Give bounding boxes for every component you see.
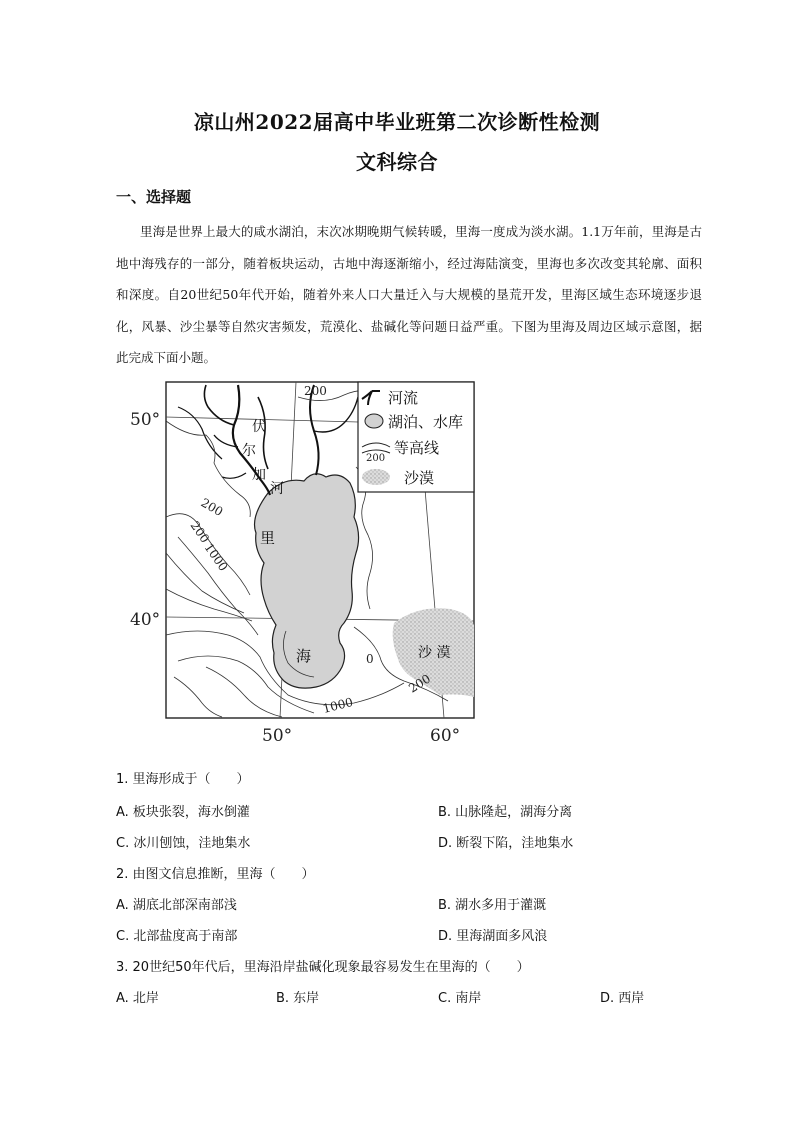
river-label: 加 — [252, 467, 266, 483]
longitude-label: 60° — [430, 726, 461, 746]
question-1-option-c[interactable]: C. 冰川刨蚀，洼地集水 — [116, 836, 251, 851]
legend-river-label: 河流 — [388, 389, 419, 407]
longitude-label: 50° — [262, 726, 293, 746]
page-subtitle: 文科综合 — [356, 150, 438, 174]
lake-label: 海 — [296, 647, 312, 665]
caspian-sea-map — [118, 377, 490, 753]
desert-label: 沙 漠 — [418, 645, 451, 661]
river-label: 尔 — [242, 443, 256, 459]
legend-contour-sample: 200 — [366, 453, 386, 464]
contour-label: 0 — [366, 652, 374, 666]
intro-paragraph: 里海是世界上最大的咸水湖泊，末次冰期晚期气候转暖，里海一度成为淡水湖。1.1万年前，里海是古地中海残存的一部分，随着板块运动，古地中海逐渐缩小，经过海陆演变，里海也多次改变其轮廓、面积和深度。自20世纪50年代开始，随着外来人口大量迁入与大规模的垦荒开发，里海区域生态环境逐步退化，风暴、沙尘暴等自然灾害频发，荒漠化、盐碱化等问题日益严重。下图为里海及周边区域示意图，据此完成下面小题。 — [116, 224, 702, 365]
legend-desert-label: 沙漠 — [404, 469, 435, 487]
contour-label: 1000 — [201, 540, 231, 574]
page-title: 凉山州2022届高中毕业班第二次诊断性检测 — [193, 110, 601, 134]
question-1-option-a[interactable]: A. 板块张裂，海水倒灌 — [116, 805, 250, 820]
question-3-option-a[interactable]: A. 北岸 — [116, 991, 159, 1006]
question-3-option-d[interactable]: D. 西岸 — [600, 991, 645, 1006]
question-3-option-b[interactable]: B. 东岸 — [276, 991, 320, 1006]
question-2-option-d[interactable]: D. 里海湖面多风浪 — [438, 929, 548, 944]
map-legend — [358, 382, 474, 492]
contour-label: 200 — [304, 384, 327, 398]
contour-label: 1000 — [321, 694, 355, 716]
question-2-option-a[interactable]: A. 湖底北部深南部浅 — [116, 898, 237, 913]
contour-label: 200 — [406, 671, 434, 696]
section-title: 一、选择题 — [116, 188, 192, 206]
question-1-option-b[interactable]: B. 山脉隆起，湖海分离 — [438, 805, 573, 820]
question-1-stem: 1. 里海形成于（ ） — [116, 772, 250, 787]
question-2-option-b[interactable]: B. 湖水多用于灌溉 — [438, 898, 547, 913]
question-3-stem: 3. 20世纪50年代后，里海沿岸盐碱化现象最容易发生在里海的（ ） — [116, 960, 530, 975]
legend-desert-symbol — [362, 469, 390, 485]
question-1-option-d[interactable]: D. 断裂下陷，洼地集水 — [438, 836, 574, 851]
river-label: 河 — [270, 481, 284, 497]
latitude-label: 50° — [130, 410, 161, 430]
legend-lake-symbol — [365, 414, 383, 428]
question-3-option-c[interactable]: C. 南岸 — [438, 991, 482, 1006]
question-2-stem: 2. 由图文信息推断，里海（ ） — [116, 867, 315, 882]
question-2-option-c[interactable]: C. 北部盐度高于南部 — [116, 929, 238, 944]
legend-contour-label: 等高线 — [394, 439, 440, 457]
lake-label: 里 — [260, 529, 276, 547]
contour-label: 200 — [187, 518, 213, 546]
legend-lake-label: 湖泊、水库 — [388, 413, 464, 431]
river-label: 伏 — [252, 419, 266, 435]
latitude-label: 40° — [130, 610, 161, 630]
contour-label: 200 — [198, 495, 226, 520]
